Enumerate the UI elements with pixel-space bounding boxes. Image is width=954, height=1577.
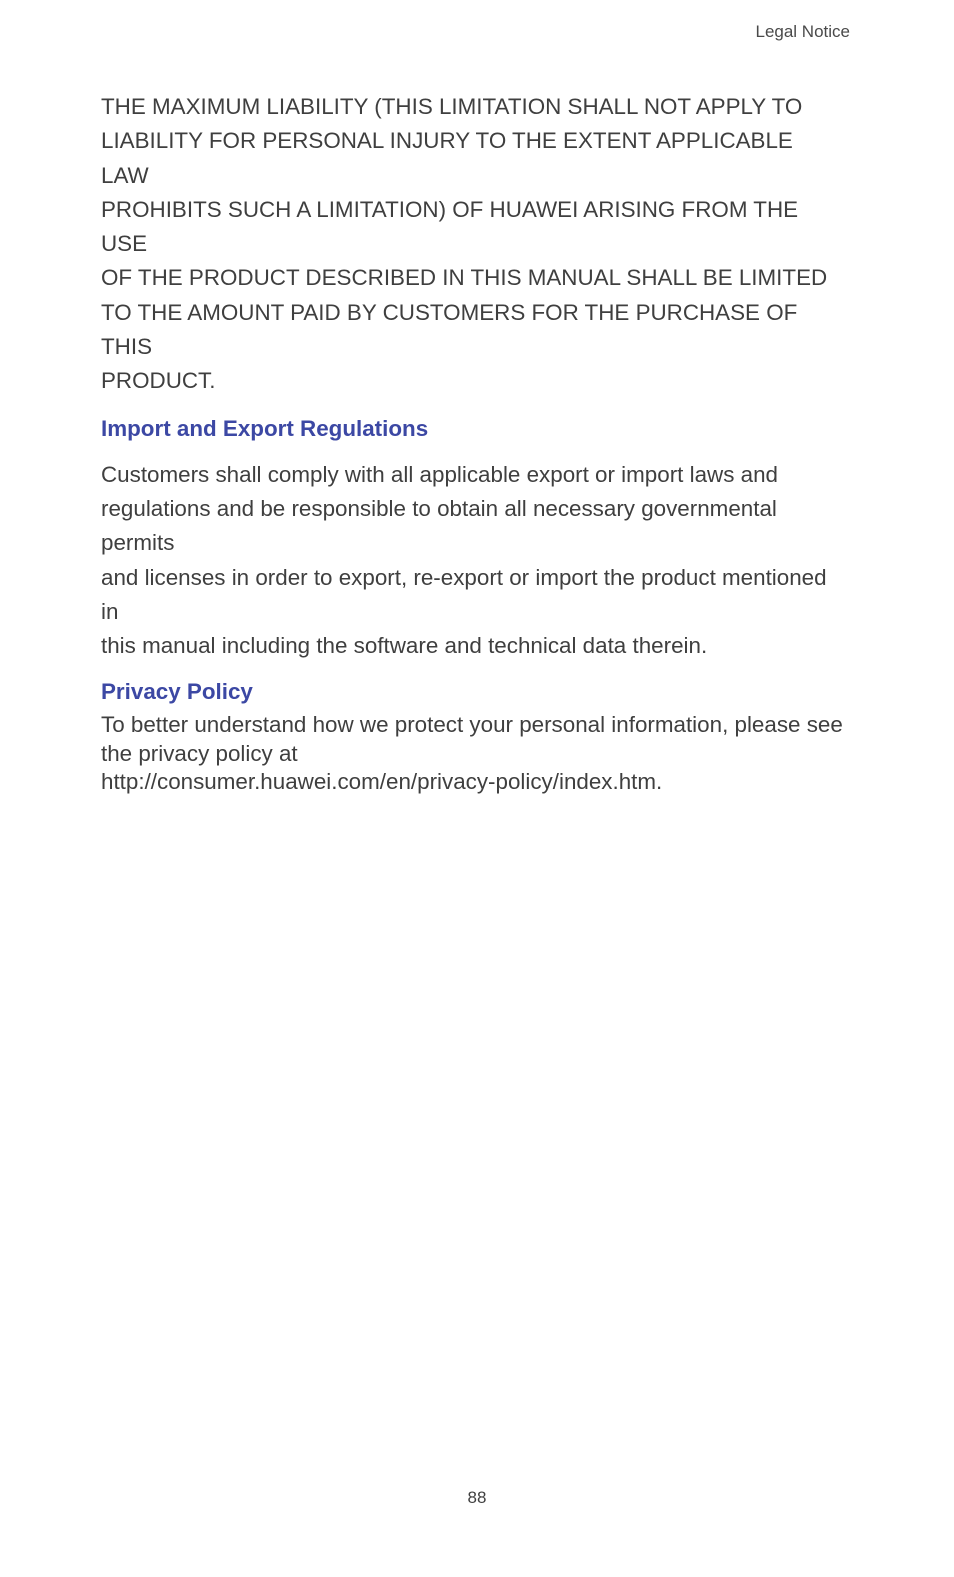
paragraph-line: THE MAXIMUM LIABILITY (THIS LIMITATION SHALL NOT APPLY TO xyxy=(101,94,803,119)
paragraph-line: Customers shall comply with all applicable export or import laws and xyxy=(101,461,778,487)
paragraph-line: and licenses in order to export, re-export or import the product mentioned in xyxy=(101,564,827,624)
paragraph-line: To better understand how we protect your personal information, please see xyxy=(101,712,843,738)
paragraph-line: this manual including the software and technical data therein. xyxy=(101,633,708,659)
page-content xyxy=(101,90,846,797)
running-header: Legal Notice xyxy=(755,22,850,41)
privacy-policy-url: http://consumer.huawei.com/en/privacy-policy/index.htm. xyxy=(101,769,663,795)
import-export-paragraph xyxy=(101,458,846,664)
privacy-paragraph xyxy=(101,711,846,797)
paragraph-line: OF THE PRODUCT DESCRIBED IN THIS MANUAL SHALL BE LIMITED xyxy=(101,265,828,291)
privacy-policy-heading: Privacy Policy xyxy=(101,679,253,705)
paragraph-line: LIABILITY FOR PERSONAL INJURY TO THE EXTENT APPLICABLE LAW xyxy=(101,128,793,188)
paragraph-line: TO THE AMOUNT PAID BY CUSTOMERS FOR THE PURCHASE OF THIS xyxy=(101,299,798,360)
import-export-heading: Import and Export Regulations xyxy=(101,415,429,441)
paragraph-line: PROHIBITS SUCH A LIMITATION) OF HUAWEI ARISING FROM THE USE xyxy=(101,196,799,257)
page-number: 88 xyxy=(467,1488,487,1507)
paragraph-line: PRODUCT. xyxy=(101,368,216,394)
paragraph-line: regulations and be responsible to obtain all necessary governmental permits xyxy=(101,495,777,556)
liability-paragraph xyxy=(101,90,846,399)
paragraph-line: the privacy policy at xyxy=(101,740,298,766)
